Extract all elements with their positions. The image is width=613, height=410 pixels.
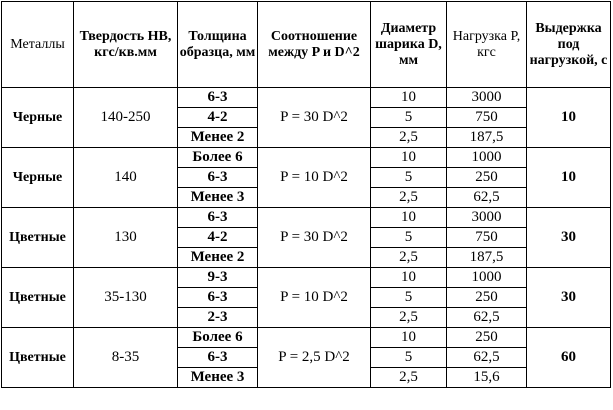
load-cell: 62,5 [447, 348, 527, 368]
diameter-cell: 10 [371, 208, 447, 228]
header-diameter: Диаметр шарика D, мм [371, 2, 447, 88]
thickness-cell: 4-2 [178, 108, 258, 128]
header-metal: Металлы [2, 2, 74, 88]
thickness-cell: Более 6 [178, 328, 258, 348]
load-cell: 1000 [447, 268, 527, 288]
hold-cell: 10 [527, 88, 611, 148]
ratio-cell: P = 10 D^2 [258, 268, 371, 328]
table-row [2, 268, 611, 288]
diameter-cell: 5 [371, 168, 447, 188]
load-cell: 3000 [447, 88, 527, 108]
diameter-cell: 2,5 [371, 368, 447, 388]
thickness-cell: Менее 2 [178, 128, 258, 148]
diameter-cell: 10 [371, 328, 447, 348]
thickness-cell: 6-3 [178, 288, 258, 308]
diameter-cell: 5 [371, 348, 447, 368]
diameter-cell: 2,5 [371, 128, 447, 148]
thickness-cell: 2-3 [178, 308, 258, 328]
thickness-cell: 6-3 [178, 168, 258, 188]
load-cell: 1000 [447, 148, 527, 168]
thickness-cell: 6-3 [178, 348, 258, 368]
header-load: Нагрузка P, кгс [447, 2, 527, 88]
hardness-cell: 140 [74, 148, 178, 208]
diameter-cell: 2,5 [371, 308, 447, 328]
load-cell: 750 [447, 108, 527, 128]
thickness-cell: Менее 2 [178, 248, 258, 268]
hold-cell: 30 [527, 268, 611, 328]
header-thickness: Толщина образца, мм [178, 2, 258, 88]
diameter-cell: 5 [371, 288, 447, 308]
diameter-cell: 2,5 [371, 188, 447, 208]
thickness-cell: 9-3 [178, 268, 258, 288]
header-hold: Выдержка под нагрузкой, с [527, 2, 611, 88]
metal-cell: Цветные [2, 208, 74, 268]
table-body [2, 88, 611, 388]
diameter-cell: 5 [371, 108, 447, 128]
header-ratio: Соотношение между P и D^2 [258, 2, 371, 88]
table-row [2, 208, 611, 228]
hold-cell: 60 [527, 328, 611, 388]
metal-cell: Черные [2, 88, 74, 148]
hold-cell: 10 [527, 148, 611, 208]
ratio-cell: P = 30 D^2 [258, 88, 371, 148]
metal-cell: Черные [2, 148, 74, 208]
load-cell: 250 [447, 328, 527, 348]
diameter-cell: 10 [371, 148, 447, 168]
thickness-cell: Менее 3 [178, 368, 258, 388]
header-hardness: Твердость HB, кгс/кв.мм [74, 2, 178, 88]
load-cell: 187,5 [447, 128, 527, 148]
hardness-table [1, 1, 611, 388]
hardness-cell: 8-35 [74, 328, 178, 388]
diameter-cell: 10 [371, 88, 447, 108]
diameter-cell: 2,5 [371, 248, 447, 268]
thickness-cell: Менее 3 [178, 188, 258, 208]
metal-cell: Цветные [2, 328, 74, 388]
thickness-cell: 6-3 [178, 88, 258, 108]
thickness-cell: Более 6 [178, 148, 258, 168]
load-cell: 62,5 [447, 308, 527, 328]
header-row [2, 2, 611, 88]
table-row [2, 148, 611, 168]
load-cell: 250 [447, 168, 527, 188]
load-cell: 15,6 [447, 368, 527, 388]
thickness-cell: 6-3 [178, 208, 258, 228]
hardness-cell: 130 [74, 208, 178, 268]
diameter-cell: 5 [371, 228, 447, 248]
hold-cell: 30 [527, 208, 611, 268]
load-cell: 62,5 [447, 188, 527, 208]
load-cell: 3000 [447, 208, 527, 228]
ratio-cell: P = 10 D^2 [258, 148, 371, 208]
thickness-cell: 4-2 [178, 228, 258, 248]
load-cell: 750 [447, 228, 527, 248]
load-cell: 250 [447, 288, 527, 308]
diameter-cell: 10 [371, 268, 447, 288]
hardness-cell: 140-250 [74, 88, 178, 148]
ratio-cell: P = 2,5 D^2 [258, 328, 371, 388]
metal-cell: Цветные [2, 268, 74, 328]
hardness-cell: 35-130 [74, 268, 178, 328]
table-row [2, 328, 611, 348]
load-cell: 187,5 [447, 248, 527, 268]
ratio-cell: P = 30 D^2 [258, 208, 371, 268]
table-row [2, 88, 611, 108]
